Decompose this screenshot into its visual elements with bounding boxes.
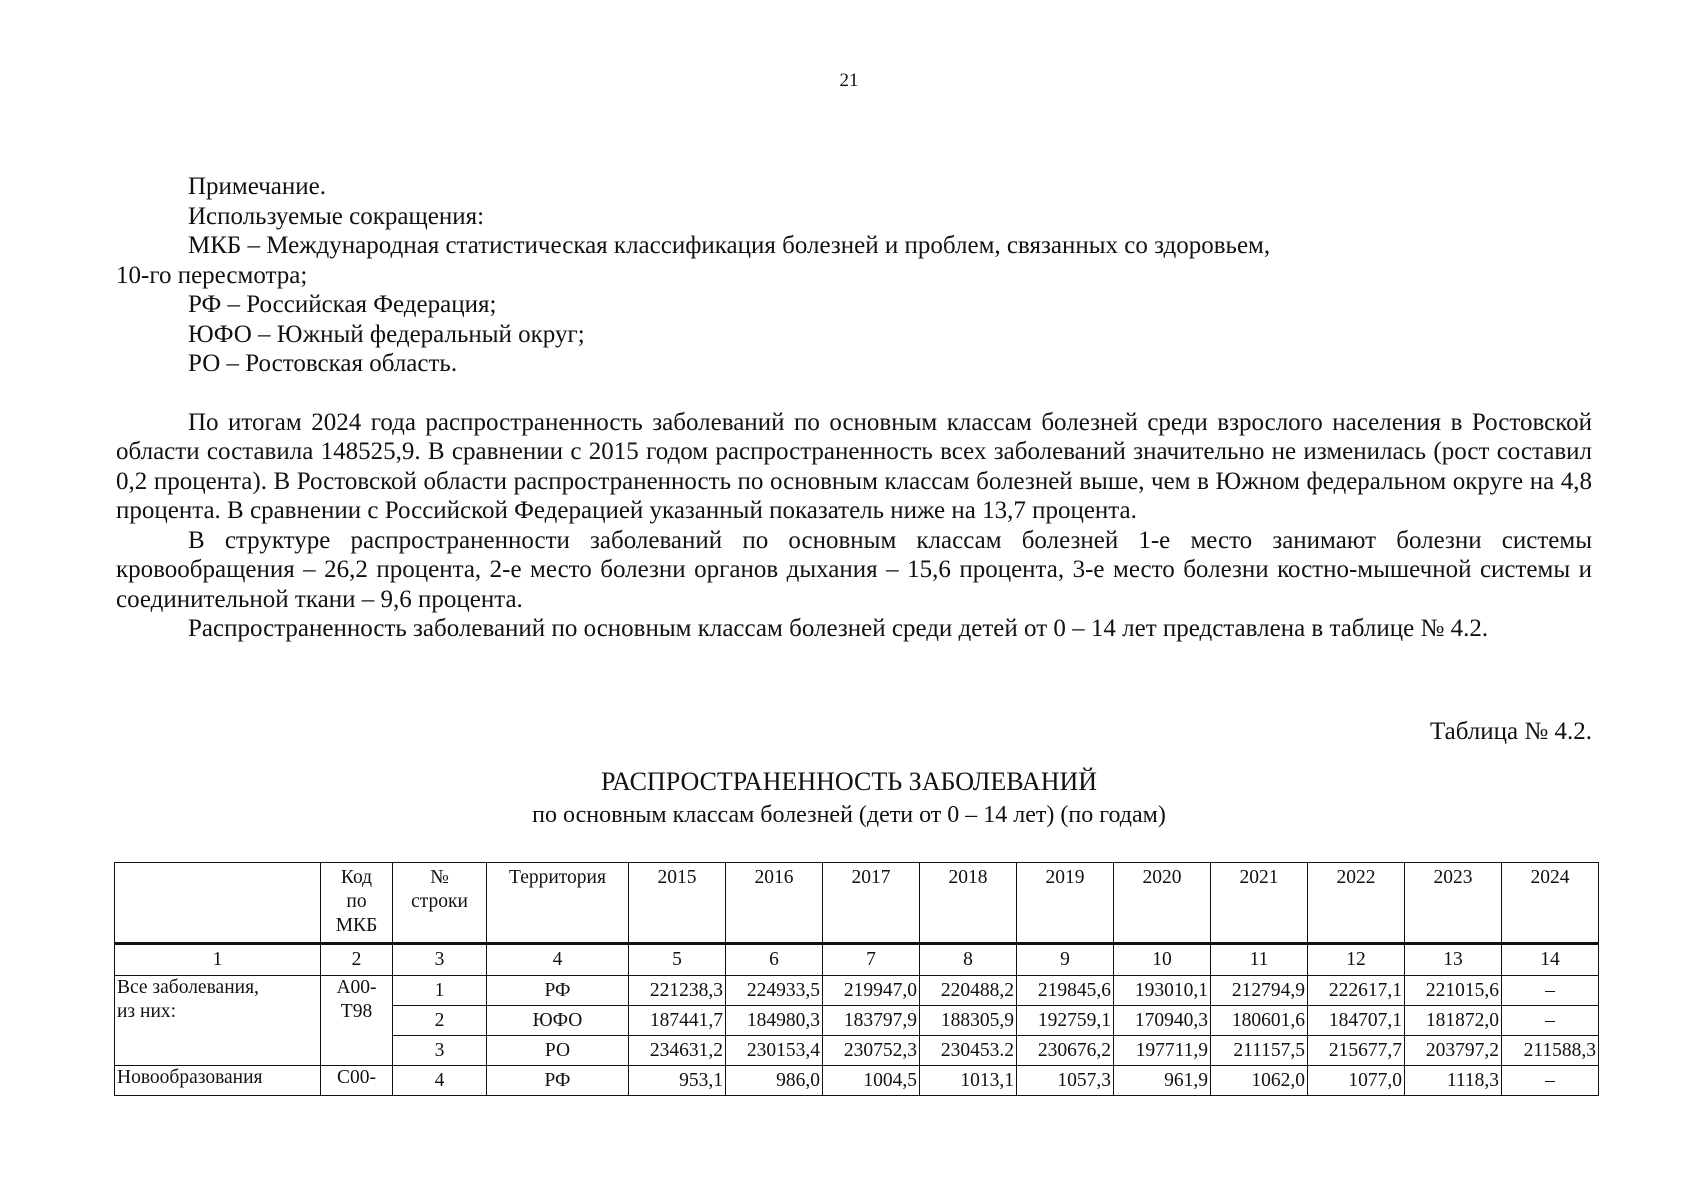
abbreviation-mkb-continued: 10-го пересмотра; [116, 261, 308, 289]
note-heading: Примечание. [188, 173, 327, 200]
value-cell: 220488,2 [920, 976, 1017, 1006]
header-year-2020: 2020 [1114, 863, 1211, 944]
value-cell: 203797,2 [1405, 1036, 1502, 1066]
value-cell: 181872,0 [1405, 1006, 1502, 1036]
value-cell: 230676,2 [1017, 1036, 1114, 1066]
value-cell: 222617,1 [1308, 976, 1405, 1006]
abbreviation-ro: РО – Ростовская область. [188, 350, 458, 377]
value-cell: 211588,3 [1502, 1036, 1599, 1066]
header-row-number [393, 863, 487, 944]
row-number: 4 [393, 1066, 487, 1096]
table-label: Таблица № 4.2. [1429, 718, 1592, 745]
column-number: 2 [321, 944, 393, 976]
column-number: 12 [1308, 944, 1405, 976]
abbreviation-rf: РФ – Российская Федерация; [188, 291, 497, 318]
column-number: 4 [487, 944, 629, 976]
mkb-code-all-line2: Т98 [340, 1001, 373, 1022]
value-cell: 219845,6 [1017, 976, 1114, 1006]
value-cell: 1077,0 [1308, 1066, 1405, 1096]
header-mkb-code-line1: Код [340, 867, 373, 888]
header-disease-class [115, 863, 321, 944]
page-number: 21 [839, 70, 859, 91]
header-year-2016: 2016 [726, 863, 823, 944]
header-year-2022: 2022 [1308, 863, 1405, 944]
row-number: 3 [393, 1036, 487, 1066]
header-row-number-line1: № [430, 867, 449, 888]
territory-cell: РФ [487, 1066, 629, 1096]
disease-class-neoplasms: Новообразования [115, 1066, 321, 1096]
territory-cell: РФ [487, 976, 629, 1006]
value-cell: 188305,9 [920, 1006, 1017, 1036]
value-cell: 1062,0 [1211, 1066, 1308, 1096]
column-number: 7 [823, 944, 920, 976]
value-cell: 961,9 [1114, 1066, 1211, 1096]
disease-class-all-line1: Все заболевания, [117, 977, 259, 998]
value-cell: 215677,7 [1308, 1036, 1405, 1066]
value-cell: 1057,3 [1017, 1066, 1114, 1096]
column-number: 14 [1502, 944, 1599, 976]
column-number: 11 [1211, 944, 1308, 976]
column-number-row [115, 944, 1599, 976]
value-cell: 219947,0 [823, 976, 920, 1006]
column-number: 9 [1017, 944, 1114, 976]
value-cell: – [1502, 976, 1599, 1006]
value-cell: 211157,5 [1211, 1036, 1308, 1066]
value-cell: 184980,3 [726, 1006, 823, 1036]
value-cell: 184707,1 [1308, 1006, 1405, 1036]
header-year-2015: 2015 [629, 863, 726, 944]
value-cell: 230453.2 [920, 1036, 1017, 1066]
disease-prevalence-table [114, 862, 1599, 1096]
value-cell: 234631,2 [629, 1036, 726, 1066]
value-cell: 187441,7 [629, 1006, 726, 1036]
value-cell: 212794,9 [1211, 976, 1308, 1006]
paragraph-summary: По итогам 2024 года распространенность заболеваний по основным классам болезней среди взрослого населения в Ростовской области составила 148525,9. В сравнении с 2015 годом распространенность всех заболеваний значительно не изменилась (рост составил 0,2 процента). В Ростовской области распространенность по основным классам болезней выше, чем в Южном федеральном округе на 4,8 процента. В сравнении с Российской Федерацией указанный показатель ниже на 13,7 процента. [116, 408, 1592, 524]
value-cell: 230752,3 [823, 1036, 920, 1066]
value-cell: – [1502, 1006, 1599, 1036]
column-number: 1 [115, 944, 321, 976]
abbreviation-yufo: ЮФО – Южный федеральный округ; [188, 320, 585, 348]
value-cell: 192759,1 [1017, 1006, 1114, 1036]
row-number: 1 [393, 976, 487, 1006]
value-cell: 1118,3 [1405, 1066, 1502, 1096]
header-territory: Территория [487, 863, 629, 944]
disease-class-all-line2: из них: [117, 1001, 177, 1022]
abbreviations-heading: Используемые сокращения: [188, 202, 485, 230]
header-year-2021: 2021 [1211, 863, 1308, 944]
value-cell: 230153,4 [726, 1036, 823, 1066]
value-cell: 1013,1 [920, 1066, 1017, 1096]
column-number: 13 [1405, 944, 1502, 976]
territory-cell: РО [487, 1036, 629, 1066]
value-cell: 183797,9 [823, 1006, 920, 1036]
header-year-2019: 2019 [1017, 863, 1114, 944]
territory-cell: ЮФО [487, 1006, 629, 1036]
value-cell: – [1502, 1066, 1599, 1096]
value-cell: 221238,3 [629, 976, 726, 1006]
column-number: 6 [726, 944, 823, 976]
value-cell: 193010,1 [1114, 976, 1211, 1006]
body-text [116, 172, 1592, 644]
disease-class-all [115, 976, 321, 1066]
mkb-code-neoplasms: С00- [321, 1066, 393, 1096]
header-mkb-code-line3: МКБ [335, 915, 378, 936]
value-cell: 180601,6 [1211, 1006, 1308, 1036]
column-number: 10 [1114, 944, 1211, 976]
table-subtitle: по основным классам болезней (дети от 0 – 14 лет) (по годам) [532, 802, 1166, 828]
header-year-2018: 2018 [920, 863, 1017, 944]
mkb-code-all-line1: А00- [336, 977, 377, 998]
paragraph-table-intro: Распространенность заболеваний по основным классам болезней среди детей от 0 – 14 лет представлена в таблице № 4.2. [188, 615, 1489, 642]
table-row [115, 1066, 1599, 1096]
spacer [116, 379, 1592, 408]
header-year-2024: 2024 [1502, 863, 1599, 944]
header-mkb-code [321, 863, 393, 944]
value-cell: 1004,5 [823, 1066, 920, 1096]
header-mkb-code-line2: по [346, 891, 367, 912]
abbreviation-mkb: МКБ – Международная статистическая классификация болезней и проблем, связанных со здоровьем, [188, 232, 1271, 259]
table-row [115, 976, 1599, 1006]
header-row-number-line2: строки [411, 891, 468, 912]
header-year-2023: 2023 [1405, 863, 1502, 944]
mkb-code-all [321, 976, 393, 1066]
paragraph-structure: В структуре распространенности заболеваний по основным классам болезней 1-е место занимают болезни системы кровообращения – 26,2 процента, 2-е место болезни органов дыхания – 15,6 процента, 3-е место болезни костно-мышечной системы и соединительной ткани – 9,6 процента. [116, 526, 1592, 613]
value-cell: 221015,6 [1405, 976, 1502, 1006]
value-cell: 170940,3 [1114, 1006, 1211, 1036]
row-number: 2 [393, 1006, 487, 1036]
column-number: 3 [393, 944, 487, 976]
column-number: 8 [920, 944, 1017, 976]
value-cell: 224933,5 [726, 976, 823, 1006]
column-number: 5 [629, 944, 726, 976]
table-title: РАСПРОСТРАНЕННОСТЬ ЗАБОЛЕВАНИЙ [600, 767, 1098, 796]
value-cell: 986,0 [726, 1066, 823, 1096]
value-cell: 953,1 [629, 1066, 726, 1096]
table-header-row [115, 863, 1599, 944]
value-cell: 197711,9 [1114, 1036, 1211, 1066]
header-year-2017: 2017 [823, 863, 920, 944]
